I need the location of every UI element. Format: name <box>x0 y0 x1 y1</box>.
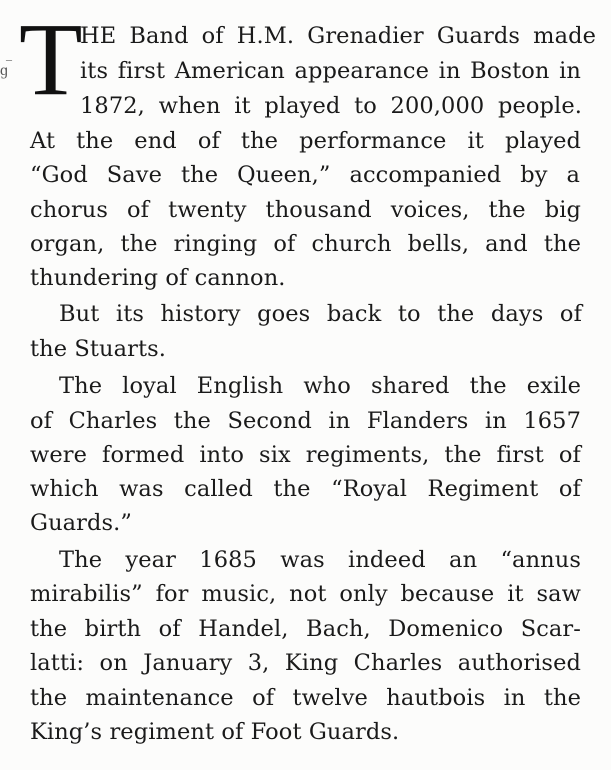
paragraph-4-line-5: the maintenance of twelve hautbois in the <box>30 685 581 711</box>
paragraph-4-line-3: the birth of Handel, Bach, Domenico Scar- <box>30 616 581 642</box>
paragraph-1-line-8: thundering of cannon. <box>30 265 286 291</box>
paragraph-3-line-3: were formed into six regiments, the first of <box>30 442 581 468</box>
paragraph-4-line-6: King’s regiment of Foot Guards. <box>30 719 400 745</box>
paragraph-2-line-2: the Stuarts. <box>30 336 167 362</box>
paragraph-4-line-2: mirabilis” for music, not only because it saw <box>30 581 581 607</box>
paragraph-3-line-5: Guards.” <box>30 510 133 536</box>
drop-cap-initial: T <box>19 2 83 117</box>
paragraph-1-line-6: chorus of twenty thousand voices, the big <box>30 197 581 223</box>
margin-scan-mark: ɡ <box>0 62 8 79</box>
paragraph-1-line-5: “God Save the Queen,” accompanied by a <box>30 162 580 188</box>
paragraph-1-line-3: 1872, when it played to 200,000 people. <box>80 93 582 119</box>
paragraph-3-line-2: of Charles the Second in Flanders in 1657 <box>30 408 581 434</box>
paragraph-2-line-1: But its history goes back to the days of <box>59 301 582 327</box>
paragraph-4-line-1: The year 1685 was indeed an “annus <box>59 547 581 573</box>
paragraph-1-line-4: At the end of the performance it played <box>30 128 581 154</box>
paragraph-1-line-2: its first American appearance in Boston in <box>80 58 581 84</box>
paragraph-1-line-1: HE Band of H.M. Grenadier Guards made <box>80 23 596 49</box>
margin-scan-dash: – <box>6 52 12 66</box>
paragraph-1-line-7: organ, the ringing of church bells, and the <box>30 231 581 257</box>
paragraph-4-line-4: latti: on January 3, King Charles authorised <box>30 650 581 676</box>
paragraph-3-line-1: The loyal English who shared the exile <box>59 373 581 399</box>
paragraph-3-line-4: which was called the “Royal Regiment of <box>30 476 581 502</box>
